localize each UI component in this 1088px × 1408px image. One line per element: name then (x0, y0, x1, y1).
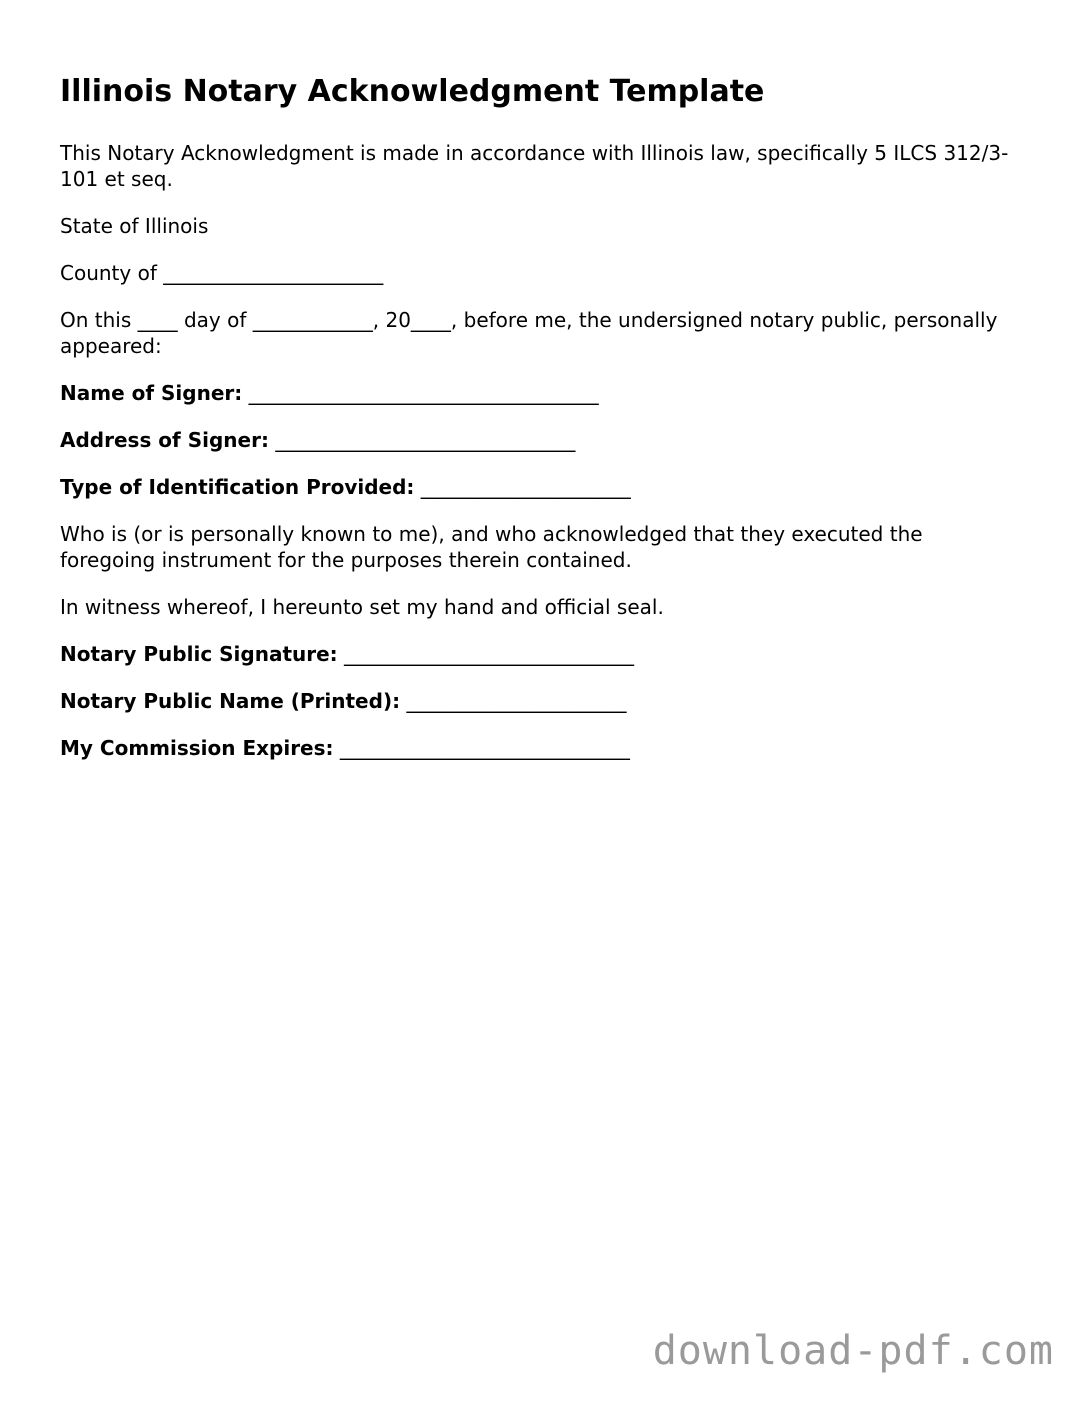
commission-expires-field (60, 735, 1020, 761)
signer-name-blank: ___________________________________ (248, 381, 599, 405)
intro-paragraph: This Notary Acknowledgment is made in accordance with Illinois law, specifically 5 ILCS 312/3-101 et seq. (60, 141, 1009, 191)
identification-type-label: Type of Identification Provided: (60, 475, 415, 499)
document-title: Illinois Notary Acknowledgment Template (60, 74, 765, 109)
acknowledgment-paragraph: Who is (or is personally known to me), and who acknowledged that they executed the foregoing instrument for the purposes therein contained. (60, 522, 923, 572)
date-line: On this ____ day of ____________, 20____, before me, the undersigned notary public, personally appeared: (60, 308, 998, 358)
signer-name-field (60, 380, 1020, 406)
commission-expires-blank: _____________________________ (339, 736, 630, 760)
document-page (60, 72, 1020, 782)
notary-name-label: Notary Public Name (Printed): (60, 689, 401, 713)
county-line: County of ______________________ (60, 261, 384, 285)
commission-expires-label: My Commission Expires: (60, 736, 334, 760)
state-line: State of Illinois (60, 214, 209, 238)
notary-signature-field (60, 641, 1020, 667)
notary-name-field (60, 688, 1020, 714)
witness-paragraph: In witness whereof, I hereunto set my hand and official seal. (60, 595, 664, 619)
notary-signature-label: Notary Public Signature: (60, 642, 338, 666)
signer-name-label: Name of Signer: (60, 381, 243, 405)
watermark: download-pdf.com (652, 1328, 1054, 1374)
signer-address-blank: ______________________________ (275, 428, 576, 452)
signer-address-label: Address of Signer: (60, 428, 269, 452)
notary-name-blank: ______________________ (406, 689, 627, 713)
notary-signature-blank: _____________________________ (344, 642, 635, 666)
identification-type-field (60, 474, 1020, 500)
signer-address-field (60, 427, 1020, 453)
identification-type-blank: _____________________ (420, 475, 631, 499)
